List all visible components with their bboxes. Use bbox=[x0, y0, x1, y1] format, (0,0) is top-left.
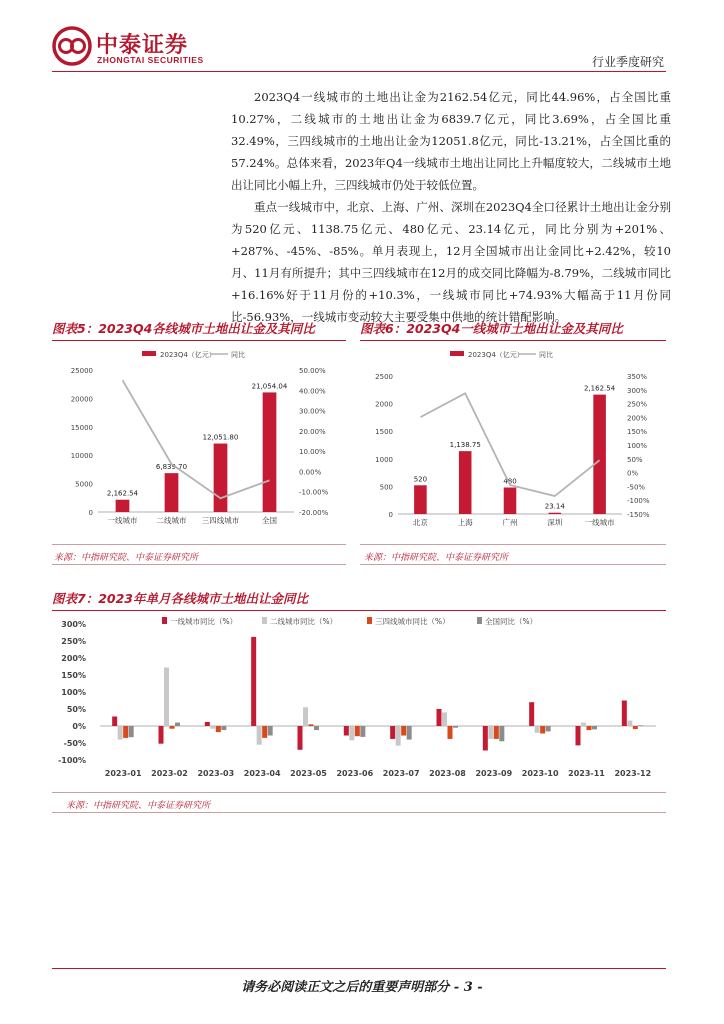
divider bbox=[360, 564, 666, 565]
legend-label-bars: 2023Q4（亿元） bbox=[468, 351, 524, 359]
x-tick-label: 全国 bbox=[262, 516, 277, 525]
x-tick-label: 2023-09 bbox=[475, 769, 513, 778]
x-tick-label: 一线城市 bbox=[584, 518, 615, 527]
x-tick-label: 广州 bbox=[502, 518, 518, 527]
legend-label-line: 同比 bbox=[231, 351, 245, 359]
bar bbox=[118, 726, 123, 740]
legend-label-line: 同比 bbox=[539, 351, 553, 359]
x-tick-label: 2023-12 bbox=[614, 769, 652, 778]
y2-tick-label: -100% bbox=[627, 497, 650, 506]
bar bbox=[535, 726, 540, 733]
y-tick-label: 15000 bbox=[70, 423, 93, 432]
y-tick-label: 25000 bbox=[70, 367, 93, 375]
footer-divider bbox=[52, 968, 666, 969]
y-tick-label: 250% bbox=[61, 637, 86, 646]
bar bbox=[633, 726, 638, 729]
y2-tick-label: 40.00% bbox=[299, 387, 326, 396]
y2-tick-label: 0% bbox=[627, 469, 639, 478]
bar bbox=[175, 723, 180, 726]
bar bbox=[488, 726, 493, 739]
bar bbox=[546, 726, 551, 731]
x-tick-label: 三四线城市 bbox=[201, 516, 240, 525]
bar bbox=[540, 726, 545, 733]
x-tick-label: 2023-01 bbox=[104, 769, 142, 778]
y2-tick-label: 50% bbox=[627, 455, 643, 464]
bar bbox=[622, 701, 627, 727]
y2-tick-label: 200% bbox=[627, 414, 648, 423]
y2-tick-label: 250% bbox=[627, 400, 648, 409]
x-tick-label: 2023-11 bbox=[568, 769, 605, 778]
y2-tick-label: 300% bbox=[627, 386, 648, 395]
bar bbox=[344, 726, 349, 736]
chart-5-svg bbox=[52, 342, 346, 542]
y-tick-label: -100% bbox=[57, 756, 86, 765]
y-tick-label: 1500 bbox=[375, 428, 393, 437]
y-tick-label: 100% bbox=[61, 688, 86, 697]
y-tick-label: 0% bbox=[72, 722, 86, 731]
x-tick-label: 二线城市 bbox=[156, 516, 187, 525]
bar bbox=[592, 726, 597, 729]
y2-tick-label: 0.00% bbox=[299, 468, 322, 477]
figure-5-chart bbox=[52, 342, 346, 542]
legend-swatch bbox=[262, 617, 267, 624]
bar bbox=[159, 726, 164, 744]
legend-label: 一线城市同比（%） bbox=[170, 617, 238, 626]
bar bbox=[263, 392, 277, 512]
bar bbox=[303, 707, 308, 726]
y2-tick-label: 350% bbox=[627, 373, 648, 381]
bar bbox=[257, 726, 262, 745]
x-tick-label: 上海 bbox=[457, 518, 473, 527]
bar bbox=[442, 712, 447, 726]
y2-tick-label: 150% bbox=[627, 428, 648, 437]
bar bbox=[214, 444, 228, 512]
legend-swatch-bars bbox=[450, 351, 464, 356]
x-tick-label: 2023-07 bbox=[382, 769, 420, 778]
bar bbox=[129, 726, 134, 737]
bar bbox=[123, 726, 128, 738]
bar bbox=[414, 485, 427, 514]
paragraph-2: 重点一线城市中，北京、上海、广州、深圳在2023Q4全口径累计土地出让金分别为520亿元、1138.75亿元、480亿元、23.14亿元，同比分别为+201%、+287%、-45%、-85%。单月表现上，12月全国城市出让金同比+2.42%，较10月、11月有所提升；其中三四线城市在12月的成交同比降幅为-8.79%，二线城市同比+16.16%好于11月份的+10.3%，一线城市同比+74.93%大幅高于11月份同比-56.93%，一线城市变动较大主要受集中供地的统计错配影响。 bbox=[231, 200, 671, 324]
figure-6-chart bbox=[360, 342, 666, 542]
bar bbox=[360, 726, 365, 737]
bar bbox=[504, 488, 517, 514]
data-label: 21,054.04 bbox=[251, 382, 288, 391]
data-label: 2,162.54 bbox=[106, 489, 139, 498]
y-tick-label: 50% bbox=[66, 705, 86, 714]
data-label: 1,138.75 bbox=[449, 441, 481, 450]
x-tick-label: 2023-03 bbox=[197, 769, 235, 778]
x-tick-label: 2023-06 bbox=[336, 769, 374, 778]
bar bbox=[549, 513, 562, 514]
legend-swatch bbox=[162, 617, 167, 624]
bar bbox=[216, 726, 221, 732]
bar bbox=[390, 726, 395, 739]
y2-tick-label: 10.00% bbox=[299, 448, 326, 457]
y2-tick-label: -50% bbox=[627, 483, 646, 492]
bar bbox=[401, 726, 406, 736]
bar bbox=[529, 702, 534, 726]
legend-label: 全国同比（%） bbox=[485, 617, 538, 626]
bar bbox=[627, 721, 632, 726]
divider bbox=[360, 544, 666, 545]
logo-english-name: ZHONGTAI SECURITIES bbox=[97, 55, 204, 65]
y2-tick-label: 100% bbox=[627, 442, 648, 450]
figure-7-source: 来源：中指研究院、中泰证券研究所 bbox=[66, 801, 211, 811]
page-footer: 请务必阅读正文之后的重要声明部分 - 3 - bbox=[241, 980, 483, 995]
bar bbox=[396, 726, 401, 746]
x-tick-label: 北京 bbox=[412, 518, 428, 527]
legend-label-bars: 2023Q4（亿元） bbox=[160, 351, 216, 359]
page-header bbox=[0, 0, 724, 80]
y-tick-label: -50% bbox=[63, 739, 86, 748]
legend-swatch-bars bbox=[142, 351, 156, 356]
chart-7-svg bbox=[52, 612, 666, 788]
bar bbox=[314, 726, 319, 730]
y2-tick-label: 20.00% bbox=[299, 427, 326, 436]
yoy-line bbox=[123, 380, 270, 498]
figure-5-title: 图表5：2023Q4各线城市土地出让金及其同比 bbox=[52, 318, 346, 341]
y-tick-label: 200% bbox=[61, 654, 86, 663]
y-tick-label: 150% bbox=[61, 671, 86, 680]
y-tick-label: 1000 bbox=[375, 455, 393, 464]
company-logo bbox=[52, 26, 222, 72]
report-type: 行业季度研究 bbox=[591, 55, 664, 69]
divider bbox=[52, 812, 666, 813]
bar bbox=[407, 726, 412, 740]
bar bbox=[262, 726, 267, 738]
bar bbox=[251, 637, 256, 726]
y2-tick-label: 50.00% bbox=[299, 367, 326, 375]
y-tick-label: 2000 bbox=[375, 400, 393, 409]
bar bbox=[437, 709, 442, 726]
bar bbox=[165, 473, 179, 512]
y-tick-label: 2500 bbox=[375, 373, 393, 381]
bar bbox=[164, 668, 169, 726]
x-tick-label: 一线城市 bbox=[107, 516, 138, 525]
legend-swatch bbox=[367, 617, 372, 624]
bar bbox=[499, 726, 504, 741]
bar bbox=[170, 726, 175, 729]
y-tick-label: 0 bbox=[88, 509, 93, 517]
y-tick-label: 0 bbox=[388, 511, 393, 519]
legend-label: 二线城市同比（%） bbox=[270, 617, 338, 626]
bar bbox=[205, 722, 210, 726]
divider bbox=[52, 544, 346, 545]
bar bbox=[581, 723, 586, 726]
header-divider bbox=[52, 71, 666, 72]
figure-7-title: 图表7：2023年单月各线城市土地出让金同比 bbox=[52, 588, 666, 611]
bar bbox=[459, 451, 472, 514]
bar bbox=[494, 726, 499, 739]
y2-tick-label: -150% bbox=[627, 511, 650, 519]
bar bbox=[349, 726, 354, 740]
divider bbox=[52, 564, 346, 565]
x-tick-label: 2023-05 bbox=[290, 769, 327, 778]
figure-7-chart bbox=[52, 612, 666, 788]
data-label: 2,162.54 bbox=[584, 384, 616, 393]
y-tick-label: 300% bbox=[61, 620, 86, 629]
bar bbox=[593, 395, 606, 514]
figure-5-source: 来源：中指研究院、中泰证券研究所 bbox=[54, 553, 199, 563]
bar bbox=[112, 716, 117, 726]
y-tick-label: 10000 bbox=[70, 452, 93, 461]
figure-6-source: 来源：中指研究院、中泰证券研究所 bbox=[364, 553, 509, 563]
figure-6-title: 图表6：2023Q4一线城市土地出让金及其同比 bbox=[360, 318, 666, 341]
bar bbox=[268, 726, 273, 736]
logo-chinese-name: 中泰证券 bbox=[96, 33, 189, 58]
y2-tick-label: -10.00% bbox=[299, 488, 329, 497]
data-label: 6,839.70 bbox=[155, 463, 188, 472]
y-tick-label: 500 bbox=[379, 483, 393, 492]
bar bbox=[355, 726, 360, 736]
data-label: 12,051.80 bbox=[202, 433, 239, 442]
bar bbox=[483, 726, 488, 750]
zhongtai-logo-icon bbox=[52, 26, 92, 66]
bar bbox=[221, 726, 226, 730]
chart-6-svg bbox=[360, 342, 666, 542]
x-tick-label: 深圳 bbox=[547, 518, 563, 527]
bar bbox=[638, 725, 643, 726]
y-tick-label: 20000 bbox=[70, 395, 93, 404]
y-tick-label: 5000 bbox=[75, 480, 93, 489]
bar bbox=[210, 726, 215, 729]
y2-tick-label: 30.00% bbox=[299, 407, 326, 416]
x-tick-label: 2023-10 bbox=[521, 769, 559, 778]
paragraph-1: 2023Q4一线城市的土地出让金为2162.54亿元，同比44.96%，占全国比重10.27%，二线城市的土地出让金为6839.7亿元，同比3.69%，占全国比重32.49%，三四线城市的土地出让金为12051.8亿元，同比-13.21%，占全国比重的57.24%。总体来看，2023年Q4一线城市土地出让同比上升幅度较大，二线城市土地出让同比小幅上升，三四线城市仍处于较低位置。 bbox=[231, 90, 671, 192]
bar bbox=[116, 500, 130, 512]
bar bbox=[298, 726, 303, 750]
data-label: 480 bbox=[503, 477, 517, 486]
x-tick-label: 2023-04 bbox=[243, 769, 281, 778]
y2-tick-label: -20.00% bbox=[299, 509, 329, 517]
bar bbox=[309, 724, 314, 726]
legend-label: 三四线城市同比（%） bbox=[375, 617, 450, 626]
bar bbox=[587, 726, 592, 730]
bar bbox=[576, 726, 581, 745]
bar bbox=[453, 726, 458, 728]
data-label: 23.14 bbox=[544, 502, 565, 511]
divider bbox=[52, 792, 666, 793]
legend-swatch bbox=[477, 617, 482, 624]
x-tick-label: 2023-08 bbox=[429, 769, 466, 778]
data-label: 520 bbox=[413, 475, 428, 484]
bar bbox=[448, 726, 453, 739]
x-tick-label: 2023-02 bbox=[151, 769, 188, 778]
